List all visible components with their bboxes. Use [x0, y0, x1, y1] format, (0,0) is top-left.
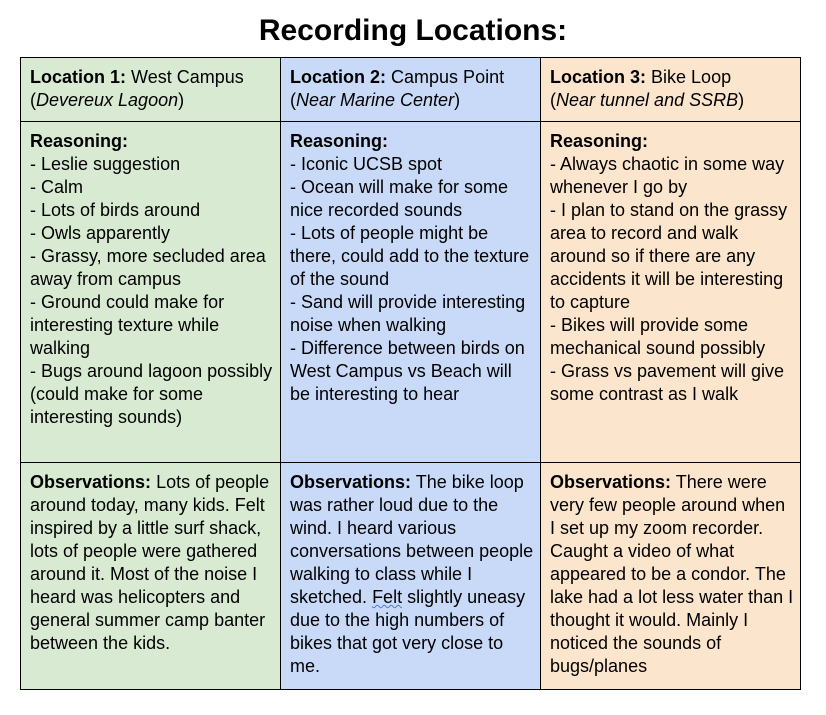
observations-text: There were very few people around when I set up my zoom recorder. Caught a video of what appeared to be a condor. The lake had a lot less water than I thought it would. Mainly I noticed the sounds of bugs/planes [550, 472, 794, 676]
reasoning-label: Reasoning: [550, 131, 649, 151]
reasoning-item: - Grass vs pavement will give some contrast as I walk [550, 361, 785, 404]
reasoning-item: - Ocean will make for some nice recorded sounds [290, 177, 509, 220]
reasoning-label: Reasoning: [290, 131, 389, 151]
location-1-observations [21, 463, 281, 690]
location-detail: Near tunnel and SSRB [556, 90, 739, 110]
reasoning-item: - Bikes will provide some mechanical sound possibly [550, 315, 766, 358]
location-label: Location 1: [30, 67, 127, 87]
location-label: Location 2: [290, 67, 387, 87]
location-header-row [21, 58, 801, 122]
location-2-header: Location 2: Campus Point (Near Marine Center) [281, 58, 541, 122]
location-3-header: Location 3: Bike Loop (Near tunnel and SSRB) [541, 58, 801, 122]
location-name: West Campus [131, 67, 244, 87]
location-detail: Devereux Lagoon [36, 90, 179, 110]
reasoning-item: - I plan to stand on the grassy area to record and walk around so if there are any accidents it will be interesting to capture [550, 200, 788, 312]
reasoning-item: - Ground could make for interesting texture while walking [30, 292, 225, 358]
observations-label: Observations: [290, 472, 412, 492]
observations-row [21, 463, 801, 690]
page-title: Recording Locations: [258, 14, 568, 47]
location-2-observations [281, 463, 541, 690]
observations-text: slightly uneasy due to the high numbers of bikes that got very close to me. [290, 587, 526, 676]
reasoning-item: - Calm [30, 177, 83, 197]
reasoning-item: - Grassy, more secluded area away from campus [30, 246, 266, 289]
reasoning-label: Reasoning: [30, 131, 129, 151]
reasoning-item: - Owls apparently [30, 223, 171, 243]
location-label: Location 3: [550, 67, 647, 87]
location-detail: Near Marine Center [296, 90, 455, 110]
reasoning-item: - Lots of people might be there, could add to the texture of the sound [290, 223, 530, 289]
observations-label: Observations: [550, 472, 672, 492]
observations-text: Lots of people around today, many kids. Felt inspired by a little surf shack, lots of people were gathered around it. Most of the noise I heard was helicopters and general summer camp banter between the kids. [30, 472, 270, 653]
reasoning-item: - Iconic UCSB spot [290, 154, 443, 174]
location-name: Campus Point [391, 67, 505, 87]
observations-label: Observations: [30, 472, 152, 492]
location-1-reasoning [21, 122, 281, 463]
reasoning-item: - Sand will provide interesting noise when walking [290, 292, 526, 335]
location-name: Bike Loop [651, 67, 732, 87]
reasoning-item: - Difference between birds on West Campus vs Beach will be interesting to hear [290, 338, 525, 404]
reasoning-row [21, 122, 801, 463]
reasoning-item: - Lots of birds around [30, 200, 201, 220]
reasoning-item: - Always chaotic in some way whenever I go by [550, 154, 785, 197]
observations-text: The bike loop was rather loud due to the wind. I heard various conversations between people walking to class while I sketched. [290, 472, 534, 607]
location-2-reasoning [281, 122, 541, 463]
location-1-header: Location 1: West Campus (Devereux Lagoon) [21, 58, 281, 122]
locations-table [20, 57, 801, 690]
reasoning-item: - Bugs around lagoon possibly (could make for some interesting sounds) [30, 361, 273, 427]
spellcheck-flagged-word[interactable]: Felt [372, 587, 403, 607]
location-3-observations [541, 463, 801, 690]
location-3-reasoning [541, 122, 801, 463]
reasoning-item: - Leslie suggestion [30, 154, 181, 174]
